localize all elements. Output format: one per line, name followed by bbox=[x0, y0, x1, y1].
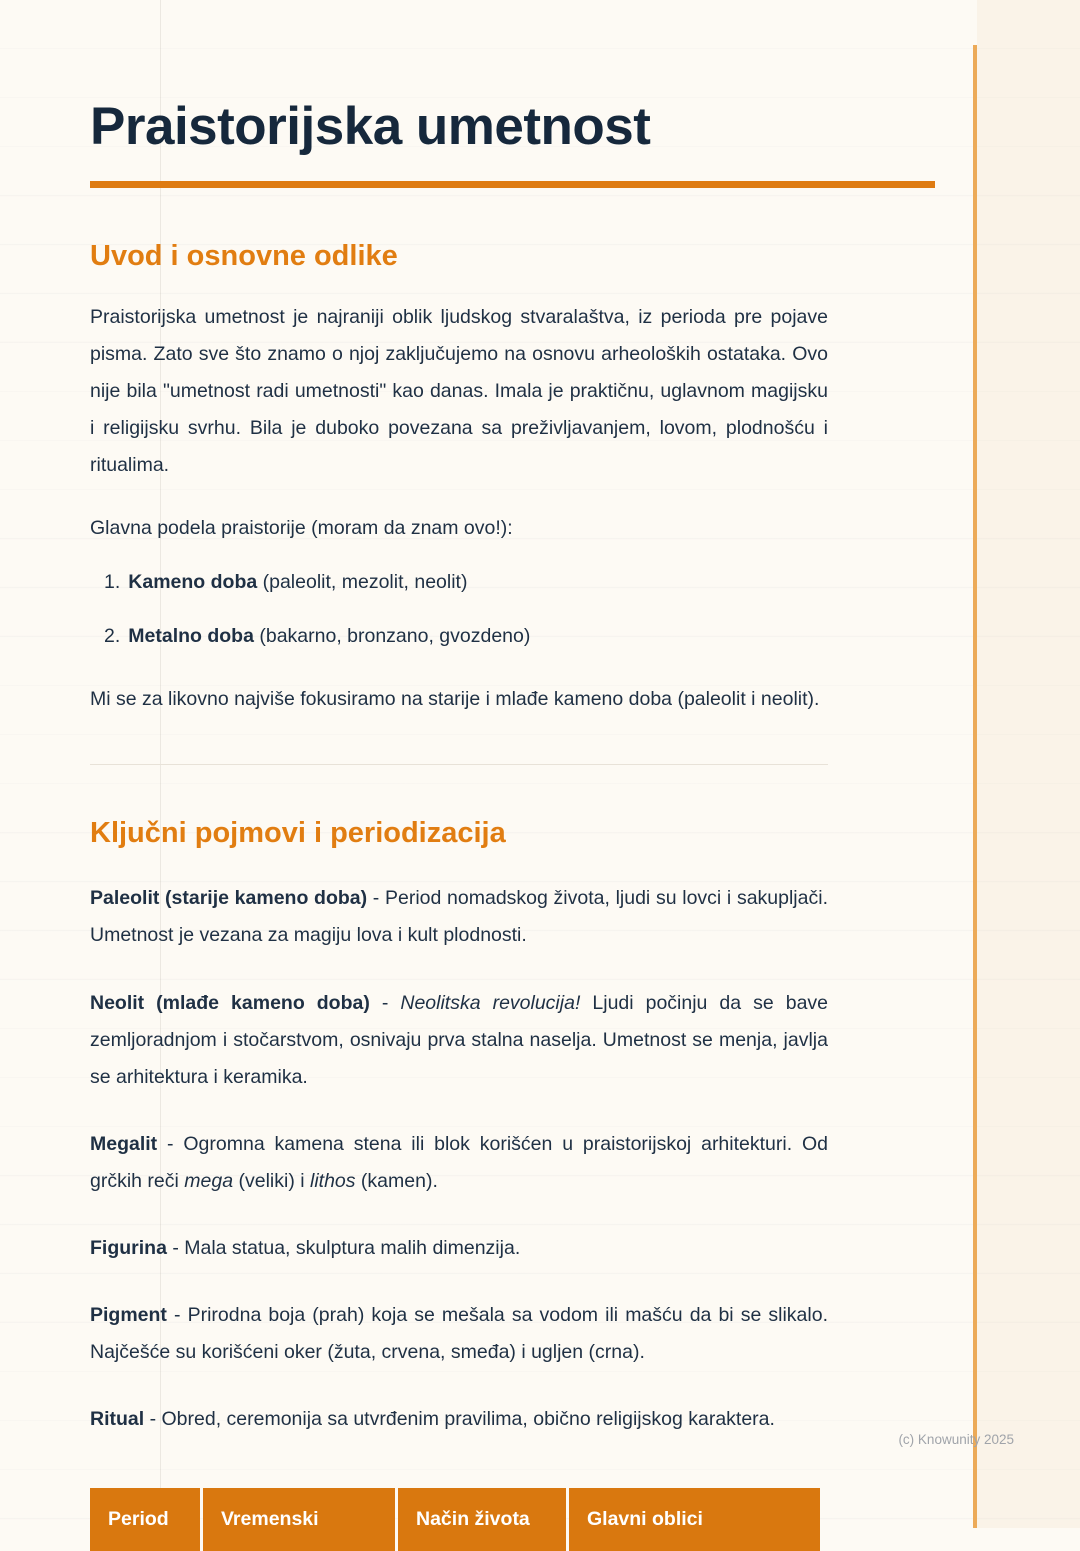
definition-term: Ritual bbox=[90, 1407, 145, 1430]
definition-paleolit bbox=[90, 880, 828, 954]
definition-italic: Neolitska revolucija! bbox=[400, 991, 581, 1014]
definition-pigment bbox=[90, 1297, 828, 1371]
section-divider bbox=[90, 764, 828, 765]
table-header-row bbox=[90, 1488, 828, 1551]
definition-term: Megalit bbox=[90, 1132, 158, 1155]
page-edge-strip bbox=[977, 0, 1080, 1528]
list-term: Kameno doba bbox=[128, 571, 258, 594]
intro-paragraph-2: Glavna podela praistorije (moram da znam ovo!): bbox=[90, 517, 513, 540]
definition-body: - Obred, ceremonija sa utvrđenim pravilima, obično religijskog karaktera. bbox=[144, 1407, 775, 1430]
definition-mid: (veliki) i bbox=[233, 1169, 310, 1192]
section-heading-terms: Ključni pojmovi i periodizacija bbox=[90, 817, 506, 850]
page-title: Praistorijska umetnost bbox=[90, 97, 651, 156]
definition-body: - Prirodna boja (prah) koja se mešala sa vodom ili mašću da bi se slikalo. Najčešće su korišćeni oker (žuta, crvena, smeđa) i ugljen (crna). bbox=[90, 1303, 828, 1363]
list-rest: (bakarno, bronzano, gvozdeno) bbox=[253, 625, 531, 648]
definition-term: Neolit (mlađe kameno doba) bbox=[90, 991, 370, 1014]
definition-figurina bbox=[90, 1230, 828, 1267]
definition-ritual bbox=[90, 1401, 828, 1438]
footer-credit: (c) Knowunity 2025 bbox=[898, 1432, 1014, 1447]
list-item-kameno-doba bbox=[104, 564, 828, 601]
intro-paragraph-1: Praistorijska umetnost je najraniji oblik ljudskog stvaralaštva, iz perioda pre pojave pisma. Zato sve što znamo o njoj zaključujemo na osnovu arheoloških ostataka. Ovo nije bila "umetnost radi umetnosti" kao danas. Imala je praktičnu, uglavnom magijsku i religijsku svrhu. Bila je duboko povezana sa preživljavanjem, lovom, plodnošću i ritualima. bbox=[90, 306, 828, 477]
table-header-glavni-oblici: Glavni oblici bbox=[569, 1488, 820, 1551]
definition-body: Ljudi počinju da se bave zemljoradnjom i stočarstvom, osnivaju prva stalna naselja. Umetnost se menja, javlja se arhitektura i keramika. bbox=[90, 991, 829, 1088]
table-header-vremenski: Vremenski bbox=[203, 1488, 395, 1551]
definition-body: - Period nomadskog života, ljudi su lovci i sakupljači. Umetnost je vezana za magiju lova i kult plodnosti. bbox=[90, 887, 828, 947]
definition-term: Pigment bbox=[90, 1303, 167, 1326]
list-rest: (paleolit, mezolit, neolit) bbox=[257, 571, 468, 594]
accent-line bbox=[973, 45, 977, 1528]
definition-italic: lithos bbox=[309, 1169, 356, 1192]
content-column bbox=[90, 96, 828, 1551]
definition-megalit bbox=[90, 1126, 828, 1200]
definition-term: Figurina bbox=[90, 1236, 167, 1259]
definition-neolit bbox=[90, 985, 828, 1096]
intro-paragraph-3: Mi se za likovno najviše fokusiramo na starije i mlađe kameno doba (paleolit i neolit). bbox=[90, 688, 820, 711]
numbered-list bbox=[90, 564, 828, 655]
definition-body: - Mala statua, skulptura malih dimenzija. bbox=[166, 1236, 521, 1259]
table-header-nacin-zivota: Način života bbox=[398, 1488, 566, 1551]
definition-term: Paleolit (starije kameno doba) bbox=[90, 887, 368, 910]
list-item-metalno-doba bbox=[104, 618, 828, 655]
list-number: 2. bbox=[104, 625, 121, 648]
list-term: Metalno doba bbox=[128, 625, 254, 648]
section-heading-intro: Uvod i osnovne odlike bbox=[90, 240, 398, 272]
table-header-period: Period bbox=[90, 1488, 200, 1551]
definition-italic: mega bbox=[184, 1169, 234, 1192]
list-number: 1. bbox=[104, 571, 121, 594]
definition-dash: - bbox=[369, 991, 401, 1014]
definition-body: - Ogromna kamena stena ili blok korišćen u praistorijskoj arhitekturi. Od grčkih reči bbox=[90, 1132, 828, 1192]
definition-end: (kamen). bbox=[355, 1169, 438, 1192]
title-underline bbox=[90, 181, 935, 188]
